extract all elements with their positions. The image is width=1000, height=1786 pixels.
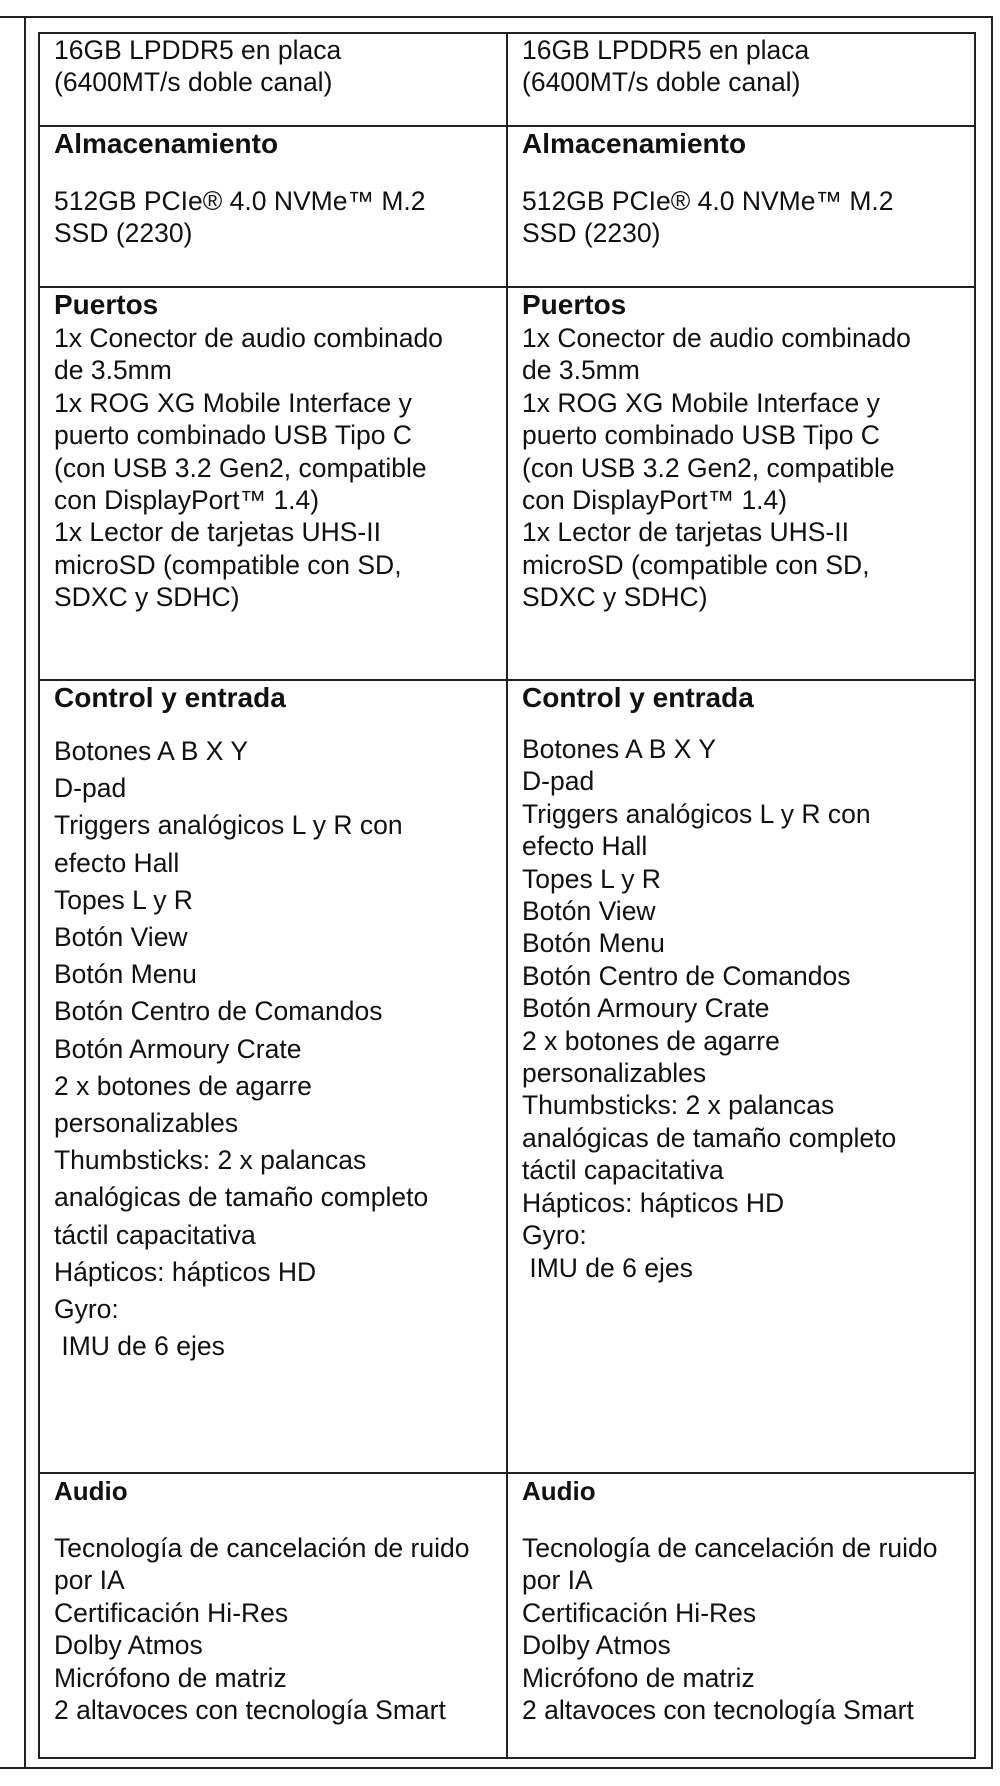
spec-table — [38, 32, 976, 1759]
spec-line: Botón View — [54, 922, 188, 953]
control-cell — [39, 680, 507, 1473]
ports-row — [39, 287, 975, 680]
spec-line: Tecnología de cancelación de ruido — [522, 1533, 938, 1563]
spec-line: Botón View — [522, 896, 656, 927]
spec-line: Thumbsticks: 2 x palancas — [54, 1145, 367, 1176]
spec-line: (con USB 3.2 Gen2, compatible — [54, 452, 427, 483]
ports-cell — [39, 287, 507, 680]
spec-line: microSD (compatible con SD, — [522, 549, 870, 580]
audio-cell — [507, 1473, 975, 1758]
spec-line: Thumbsticks: 2 x palancas — [522, 1090, 835, 1121]
spec-line: de 3.5mm — [54, 355, 172, 386]
storage-row — [39, 126, 975, 287]
section-heading: Control y entrada — [54, 682, 286, 713]
spec-line: 512GB PCIe® 4.0 NVMe™ M.2 — [522, 186, 894, 216]
memory-cell — [39, 33, 507, 126]
storage-cell — [39, 126, 507, 287]
spec-line: Certificación Hi-Res — [54, 1597, 289, 1628]
spec-line: personalizables — [522, 1058, 707, 1089]
spec-line: 1x ROG XG Mobile Interface y — [522, 387, 880, 418]
spec-line: Certificación Hi-Res — [522, 1597, 757, 1628]
storage-lines — [522, 185, 962, 250]
spec-line: 1x Conector de audio combinado — [522, 323, 911, 353]
spec-line: Botón Armoury Crate — [54, 1033, 302, 1064]
spec-line: analógicas de tamaño completo — [54, 1182, 429, 1213]
spec-line: 2 x botones de agarre — [522, 1025, 780, 1056]
spec-line: 1x Conector de audio combinado — [54, 323, 443, 353]
spec-line: Botón Armoury Crate — [522, 993, 770, 1024]
spec-line: 512GB PCIe® 4.0 NVMe™ M.2 — [54, 186, 426, 216]
control-row — [39, 680, 975, 1473]
spec-line: Micrófono de matriz — [54, 1662, 287, 1693]
audio-cell — [39, 1473, 507, 1758]
spec-line: 2 altavoces con tecnología Smart — [522, 1695, 914, 1726]
spec-line: con DisplayPort™ 1.4) — [54, 485, 320, 516]
section-heading: Audio — [54, 1476, 128, 1506]
spec-line: Hápticos: hápticos HD — [522, 1187, 785, 1218]
section-heading: Puertos — [522, 289, 627, 320]
audio-lines — [54, 1532, 494, 1726]
spec-line: SSD (2230) — [522, 218, 661, 249]
spec-line: IMU de 6 ejes — [522, 1252, 693, 1283]
section-heading: Audio — [522, 1476, 596, 1506]
spec-line: Topes L y R — [522, 863, 661, 894]
spec-line: (6400MT/s doble canal) — [522, 67, 801, 98]
left-margin-rule — [24, 16, 26, 1769]
ports-cell — [507, 287, 975, 680]
spec-line: microSD (compatible con SD, — [54, 549, 402, 580]
spec-line: por IA — [522, 1565, 593, 1596]
spec-line: 16GB LPDDR5 en placa — [54, 35, 342, 65]
spec-line: Botón Menu — [522, 928, 665, 959]
spec-line: 1x Lector de tarjetas UHS-II — [54, 517, 381, 548]
spec-line: Gyro: — [54, 1294, 119, 1325]
spec-line: Micrófono de matriz — [522, 1662, 755, 1693]
memory-cell — [507, 33, 975, 126]
control-lines — [522, 733, 962, 1284]
spec-line: 16GB LPDDR5 en placa — [522, 35, 810, 65]
spec-line: SSD (2230) — [54, 218, 193, 249]
ports-lines — [522, 322, 962, 614]
spec-line: de 3.5mm — [522, 355, 640, 386]
section-heading: Almacenamiento — [522, 128, 747, 159]
spec-line: D-pad — [54, 773, 127, 804]
spec-line: SDXC y SDHC) — [54, 582, 240, 613]
spec-line: 2 altavoces con tecnología Smart — [54, 1695, 446, 1726]
control-lines — [54, 733, 494, 1365]
section-heading: Control y entrada — [522, 682, 754, 713]
spec-line: Botón Centro de Comandos — [54, 996, 383, 1027]
spec-line: 1x ROG XG Mobile Interface y — [54, 387, 412, 418]
storage-lines — [54, 185, 494, 250]
spec-line: efecto Hall — [522, 831, 648, 862]
spec-line: puerto combinado USB Tipo C — [522, 420, 880, 451]
spec-line: Hápticos: hápticos HD — [54, 1256, 317, 1287]
spec-line: personalizables — [54, 1108, 239, 1139]
spec-line: Botón Centro de Comandos — [522, 960, 851, 991]
control-cell — [507, 680, 975, 1473]
section-heading: Puertos — [54, 289, 159, 320]
spec-line: D-pad — [522, 766, 595, 797]
spec-line: Botones A B X Y — [54, 736, 248, 766]
spec-line: SDXC y SDHC) — [522, 582, 708, 613]
spec-line: táctil capacitativa — [54, 1219, 256, 1250]
spec-line: Botones A B X Y — [522, 734, 716, 764]
spec-line: Topes L y R — [54, 884, 193, 915]
spec-line: por IA — [54, 1565, 125, 1596]
spec-line: Tecnología de cancelación de ruido — [54, 1533, 470, 1563]
spec-line: efecto Hall — [54, 847, 180, 878]
spec-line: 1x Lector de tarjetas UHS-II — [522, 517, 849, 548]
spec-line: (6400MT/s doble canal) — [54, 67, 333, 98]
spec-line: con DisplayPort™ 1.4) — [522, 485, 788, 516]
spec-line: (con USB 3.2 Gen2, compatible — [522, 452, 895, 483]
ports-lines — [54, 322, 494, 614]
audio-lines — [522, 1532, 962, 1726]
spec-line: táctil capacitativa — [522, 1155, 724, 1186]
spec-line: IMU de 6 ejes — [54, 1331, 225, 1362]
spec-line: puerto combinado USB Tipo C — [54, 420, 412, 451]
spec-line: Dolby Atmos — [54, 1630, 203, 1661]
storage-cell — [507, 126, 975, 287]
spec-line: 2 x botones de agarre — [54, 1070, 312, 1101]
spec-line: Triggers analógicos L y R con — [522, 798, 871, 829]
spec-line: Triggers analógicos L y R con — [54, 810, 403, 841]
spec-line: Gyro: — [522, 1220, 587, 1251]
memory-row — [39, 33, 975, 126]
spec-line: analógicas de tamaño completo — [522, 1122, 897, 1153]
audio-row — [39, 1473, 975, 1758]
spec-line: Dolby Atmos — [522, 1630, 671, 1661]
section-heading: Almacenamiento — [54, 128, 279, 159]
spec-line: Botón Menu — [54, 959, 197, 990]
